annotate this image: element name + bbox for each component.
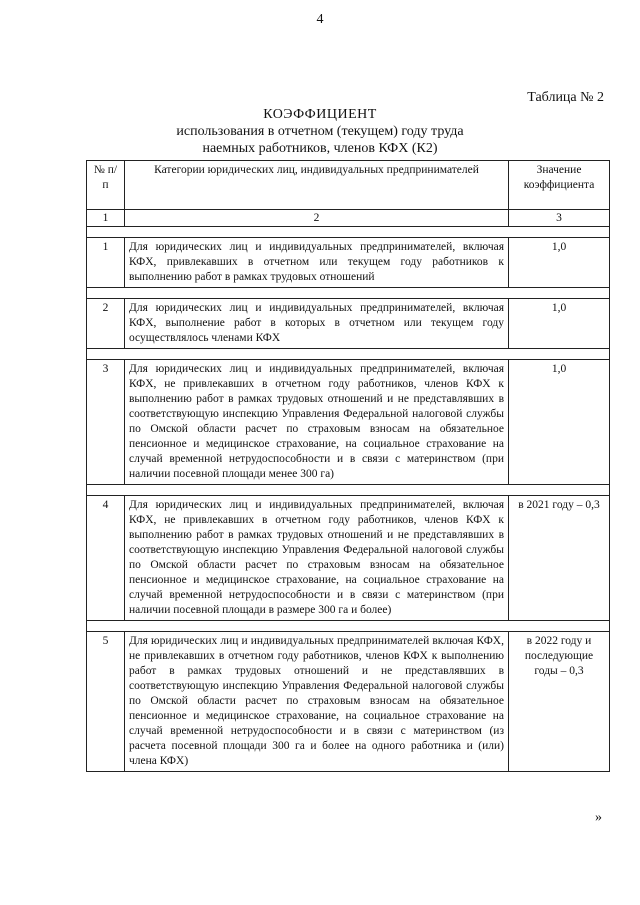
title-line-2: использования в отчетном (текущем) году труда <box>176 124 464 139</box>
table-header-row <box>87 161 610 210</box>
table-label: Таблица № 2 <box>527 90 604 105</box>
table-row <box>87 496 610 621</box>
column-number: 3 <box>509 210 610 227</box>
title-line-1: КОЭФФИЦИЕНТ <box>263 107 377 122</box>
row-value: 1,0 <box>509 360 610 485</box>
row-description: Для юридических лиц и индивидуальных предпринимателей, включая КФХ, не привлекавших в отчетном году работников, членов КФХ к выполнению работ в рамках трудовых отношений и не представлявших в соответствующую инспекцию Управления Федеральной налоговой службы по Омской области расчет по страховым взносам на обязательное пенсионное и медицинское страхование, на социальное страхование на случай временной нетрудоспособности и в связи с материнством (при наличии посевной площади менее 300 га) <box>125 360 509 485</box>
header-number: № п/п <box>87 161 125 210</box>
header-category: Категории юридических лиц, индивидуальных предпринимателей <box>125 161 509 210</box>
table-row <box>87 632 610 772</box>
document-title <box>0 106 640 157</box>
row-description: Для юридических лиц и индивидуальных предпринимателей, включая КФХ, не привлекавших в отчетном году работников, членов КФХ к выполнению работ в рамках трудовых отношений и не представлявших в соответствующую инспекцию Управления Федеральной налоговой службы по Омской области расчет по страховым взносам на обязательное пенсионное и медицинское страхование, на социальное страхование на случай временной нетрудоспособности и в связи с материнством (при наличии посевной площади в размере 300 га и более) <box>125 496 509 621</box>
table-row <box>87 360 610 485</box>
row-number: 2 <box>87 299 125 349</box>
column-number: 2 <box>125 210 509 227</box>
row-description: Для юридических лиц и индивидуальных предпринимателей, включая КФХ, выполнение работ в которых в отчетном или текущем году осуществлялось членами КФХ <box>125 299 509 349</box>
table-row <box>87 299 610 349</box>
row-value: в 2022 году и последующие годы – 0,3 <box>509 632 610 772</box>
title-line-3: наемных работников, членов КФХ (К2) <box>202 141 438 156</box>
row-number: 1 <box>87 238 125 288</box>
row-value: 1,0 <box>509 238 610 288</box>
column-number: 1 <box>87 210 125 227</box>
page-number: 4 <box>316 12 324 27</box>
column-number-row <box>87 210 610 227</box>
row-value: в 2021 году – 0,3 <box>509 496 610 621</box>
row-description: Для юридических лиц и индивидуальных предпринимателей, включая КФХ, привлекавших в отчетном или текущем году работников к выполнению работ в рамках трудовых отношений <box>125 238 509 288</box>
row-value: 1,0 <box>509 299 610 349</box>
coefficient-table <box>86 160 610 772</box>
row-number: 4 <box>87 496 125 621</box>
row-number: 5 <box>87 632 125 772</box>
header-value: Значение коэффициента <box>509 161 610 210</box>
closing-quote-mark: » <box>595 810 602 825</box>
row-number: 3 <box>87 360 125 485</box>
table-row <box>87 238 610 288</box>
row-description: Для юридических лиц и индивидуальных предпринимателей включая КФХ, не привлекавших в отчетном году работников, членов КФХ к выполнению работ в рамках трудовых отношений и не представлявших в соответствующую инспекцию Управления Федеральной налоговой службы по Омской области расчет по страховым взносам на обязательное пенсионное и медицинское страхование, на социальное страхование на случай временной нетрудоспособности и в связи с материнством (из расчета посевной площади 300 га и более на одного работника и (или) члена КФХ) <box>125 632 509 772</box>
